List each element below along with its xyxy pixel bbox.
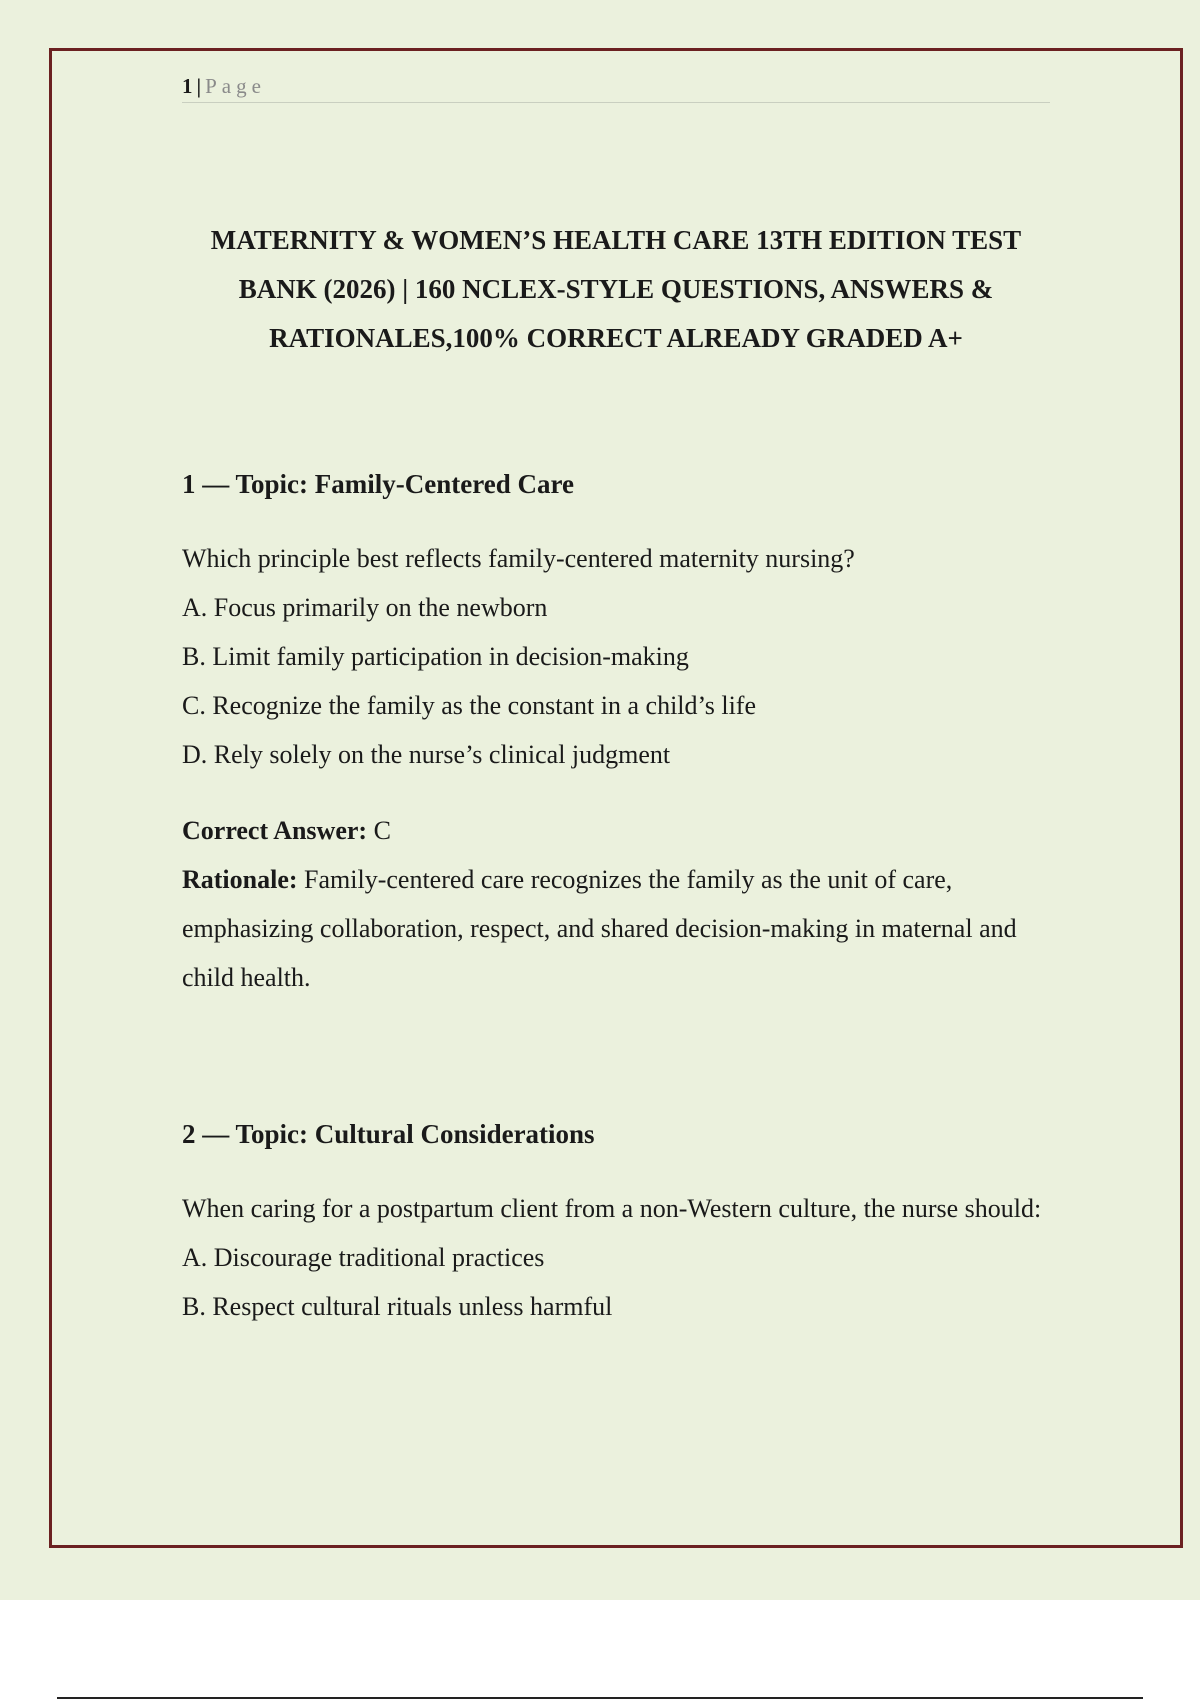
question-2-option-b: B. Respect cultural rituals unless harmful — [182, 1292, 613, 1321]
correct-answer-value: C — [367, 816, 391, 845]
question-1-option-a: A. Focus primarily on the newborn — [182, 593, 548, 622]
title-line-2: BANK (2026) | 160 NCLEX-STYLE QUESTIONS, ANSWERS & — [238, 274, 994, 304]
question-1-option-c: C. Recognize the family as the constant in a child’s life — [182, 691, 757, 720]
question-1-rationale — [182, 855, 1050, 1002]
title-line-1: MATERNITY & WOMEN’S HEALTH CARE 13TH EDITION TEST — [210, 225, 1022, 255]
rationale-label: Rationale: — [182, 865, 298, 894]
question-2-heading: 2 — Topic: Cultural Considerations — [182, 1119, 595, 1149]
question-2-text: When caring for a postpartum client from a non-Western culture, the nurse should: — [182, 1194, 1042, 1223]
question-1-text: Which principle best reflects family-centered maternity nursing? — [182, 544, 855, 573]
question-2-options — [182, 1233, 1050, 1331]
question-1-option-d: D. Rely solely on the nurse’s clinical judgment — [182, 740, 671, 769]
rationale-text: Family-centered care recognizes the family as the unit of care, emphasizing collaboration, respect, and shared decision-making in maternal and child health. — [182, 865, 1017, 992]
question-1-heading: 1 — Topic: Family-Centered Care — [182, 469, 574, 499]
page-header — [182, 72, 1050, 103]
question-1-options — [182, 583, 1050, 779]
question-2 — [182, 1116, 1050, 1331]
title-line-3: RATIONALES,100% CORRECT ALREADY GRADED A+ — [269, 323, 963, 353]
page-word: Page — [205, 74, 266, 98]
correct-answer-label: Correct Answer: — [182, 816, 368, 845]
question-1-answer-block — [182, 806, 1050, 1002]
question-2-option-a: A. Discourage traditional practices — [182, 1243, 545, 1272]
page-separator: | — [196, 74, 204, 98]
question-1-correct-answer — [182, 806, 1050, 855]
question-1 — [182, 466, 1050, 1002]
document-title — [182, 216, 1050, 363]
question-1-option-b: B. Limit family participation in decision-making — [182, 642, 689, 671]
page-number: 1 — [182, 74, 195, 98]
footer-rule — [57, 1697, 1143, 1699]
